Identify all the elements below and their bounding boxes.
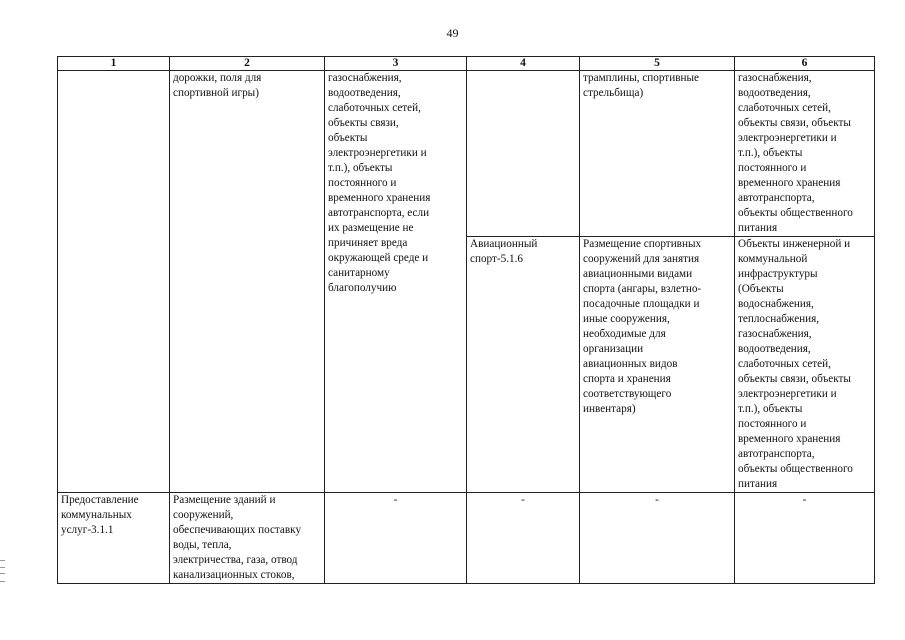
table-header-row [58, 57, 875, 71]
table-cell: - [735, 493, 875, 584]
column-header: 3 [325, 57, 467, 71]
table-cell: - [325, 493, 467, 584]
table-cell: Предоставление коммунальных услуг-3.1.1 [58, 493, 170, 584]
table-cell: Авиационный спорт-5.1.6 [467, 237, 580, 493]
table-row [58, 71, 875, 237]
table-cell: - [580, 493, 735, 584]
table-cell: Размещение спортивных сооружений для занятия авиационными видами спорта (ангары, взлетно- посадочные площадки и иные сооружения, необходимые для организации авиационных видов спорта и хранения соответствующего инвентаря) [580, 237, 735, 493]
column-header: 6 [735, 57, 875, 71]
table-row [58, 493, 875, 584]
table-cell: трамплины, спортивные стрельбища) [580, 71, 735, 237]
table-cell: дорожки, поля для спортивной игры) [170, 71, 325, 493]
page-number: 49 [446, 26, 459, 40]
table-cell: Размещение зданий и сооружений, обеспечивающих поставку воды, тепла, электричества, газа, отвод канализационных стоков, [170, 493, 325, 584]
column-header: 2 [170, 57, 325, 71]
column-header: 4 [467, 57, 580, 71]
document-table [57, 56, 875, 584]
table-cell: - [467, 493, 580, 584]
table-cell [58, 71, 170, 493]
scan-edge-mark [0, 560, 5, 582]
table-cell: Объекты инженерной и коммунальной инфраструктуры (Объекты водоснабжения, теплоснабжения, газоснабжения, водоотведения, слаботочных сетей, объекты связи, объекты электроэнергетики и т.п.), объекты постоянного и временного хранения автотранспорта, объекты общественного питания [735, 237, 875, 493]
column-header: 1 [58, 57, 170, 71]
table-cell [467, 71, 580, 237]
table-cell: газоснабжения, водоотведения, слаботочных сетей, объекты связи, объекты электроэнергетики и т.п.), объекты постоянного и временного хранения автотранспорта, объекты общественного питания [735, 71, 875, 237]
table-cell: газоснабжения, водоотведения, слаботочных сетей, объекты связи, объекты электроэнергетики и т.п.), объекты постоянного и временного хранения автотранспорта, если их размещение не причиняет вреда окружающей среде и санитарному благополучию [325, 71, 467, 493]
column-header: 5 [580, 57, 735, 71]
